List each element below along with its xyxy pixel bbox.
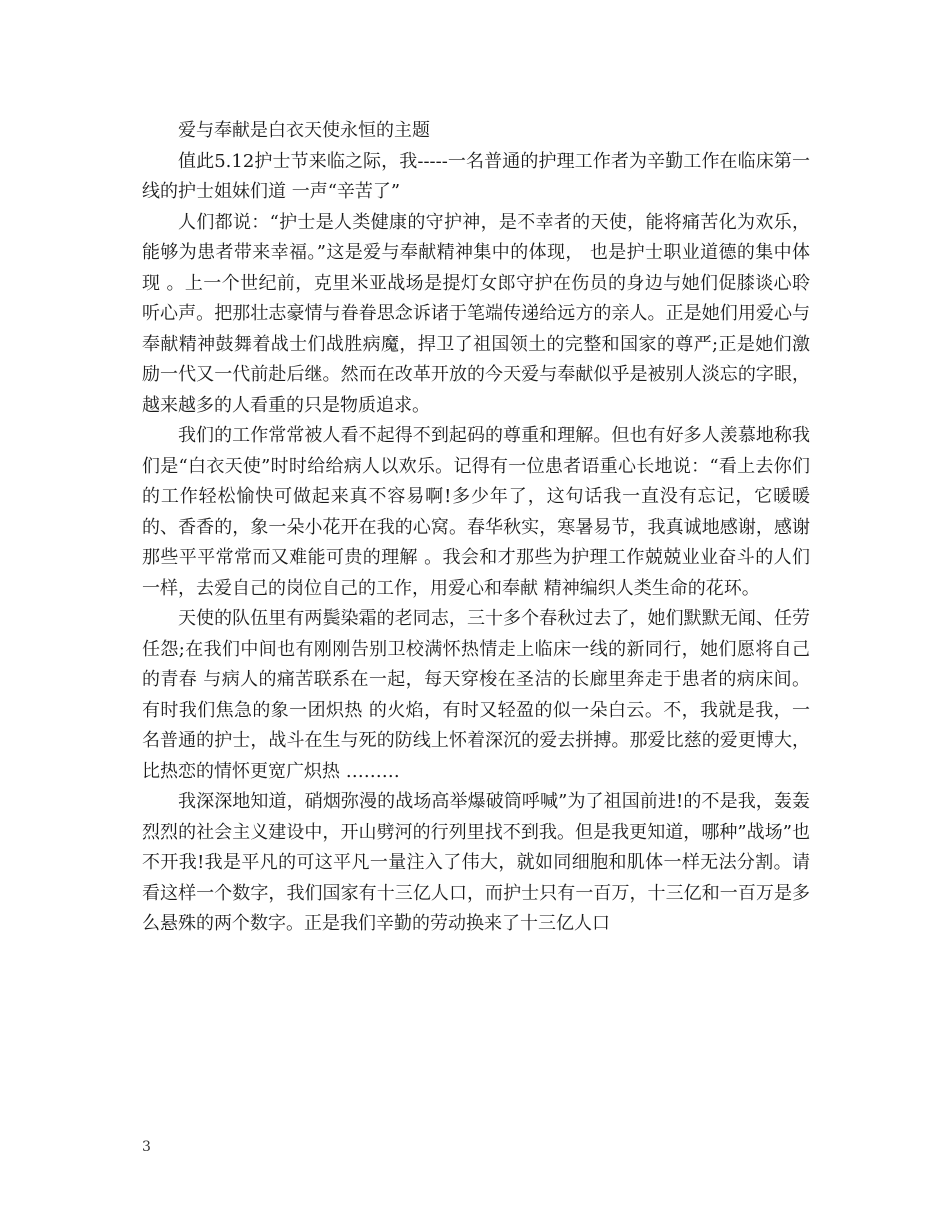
- page-number: 3: [142, 1139, 151, 1155]
- paragraph-1: 值此5.12护士节来临之际，我-----一名普通的护理工作者为辛勤工作在临床第一线的护士姐妹们道 一声“辛苦了”: [142, 150, 810, 202]
- document-body: [142, 116, 810, 940]
- paragraph-2: 人们都说：“护士是人类健康的守护神，是不幸者的天使，能将痛苦化为欢乐，能够为患者带来幸福。”这是爱与奉献精神集中的体现， 也是护士职业道德的集中体现 。上一个世纪前，克里米亚战场是提灯女郎守护在伤员的身边与她们促膝谈心聆听心声。把那壮志豪情与眷眷思念诉诸于笔端传递给远方的亲人。正是她们用爱心与奉献精神鼓舞着战士们战胜病魔，捍卫了祖国领土的完整和国家的尊严;正是她们激励一代又一代前赴后继。然而在改革开放的今天爱与奉献似乎是被别人淡忘的字眼，越来越多的人看重的只是物质追求。: [142, 211, 810, 416]
- paragraph-3: 我们的工作常常被人看不起得不到起码的尊重和理解。但也有好多人羡慕地称我们是“白衣天使”时时给给病人以欢乐。记得有一位患者语重心长地说：“看上去你们的工作轻松愉快可做起来真不容易啊!多少年了，这句话我一直没有忘记，它暖暖的、香香的，象一朵小花开在我的心窝。春华秋实，寒暑易节，我真诚地感谢，感谢那些平平常常而又难能可贵的理解 。我会和才那些为护理工作兢兢业业奋斗的人们一样，去爱自己的岗位自己的工作，用爱心和奉献 精神编织人类生命的花环。: [142, 425, 810, 599]
- document-title: 爱与奉献是白衣天使永恒的主题: [178, 120, 430, 141]
- paragraph-4: 天使的队伍里有两鬓染霜的老同志，三十多个春秋过去了，她们默默无闻、任劳任怨;在我们中间也有刚刚告别卫校满怀热情走上临床一线的新同行，她们愿将自己的青春 与病人的痛苦联系在一起，每天穿梭在圣洁的长廊里奔走于患者的病床间。有时我们焦急的象一团炽热 的火焰，有时又轻盈的似一朵白云。不，我就是我，一名普通的护士，战斗在生与死的防线上怀着深沉的爱去拼搏。那爱比慈的爱更博大，比热恋的情怀更宽广炽热 ………: [142, 608, 810, 782]
- paragraph-5: 我深深地知道，硝烟弥漫的战场高举爆破筒呼喊”为了祖国前进!的不是我，轰轰烈烈的社会主义建设中，开山劈河的行列里找不到我。但是我更知道，哪种”战场”也不开我!我是平凡的可这平凡一量注入了伟大，就如同细胞和肌体一样无法分割。请看这样一个数字，我们国家有十三亿人口，而护士只有一百万，十三亿和一百万是多么悬殊的两个数字。正是我们辛勤的劳动换来了十三亿人口: [142, 791, 810, 934]
